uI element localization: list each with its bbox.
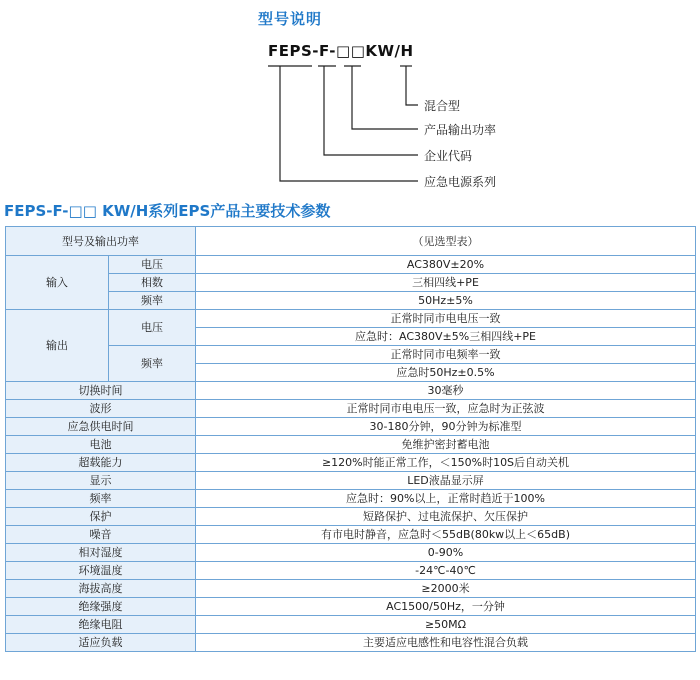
- param-value: 三相四线+PE: [196, 274, 696, 292]
- table-row: [6, 346, 696, 364]
- table-row: [6, 490, 696, 508]
- param-name: 频率: [109, 292, 196, 310]
- param-value: ≥2000米: [196, 580, 696, 598]
- param-value: 应急时：90%以上，正常时趋近于100%: [196, 490, 696, 508]
- param-name: 频率: [6, 490, 196, 508]
- param-value: 免维护密封蓄电池: [196, 436, 696, 454]
- param-value: AC1500/50Hz，一分钟: [196, 598, 696, 616]
- param-name: 相对湿度: [6, 544, 196, 562]
- section-title: 型号说明: [258, 10, 323, 28]
- param-value: 应急时：AC380V±5%三相四线+PE: [196, 328, 696, 346]
- table-row: [6, 508, 696, 526]
- table-row: [6, 436, 696, 454]
- input-group-label: 输入: [6, 256, 109, 310]
- table-row: [6, 292, 696, 310]
- param-name: 噪音: [6, 526, 196, 544]
- param-value: LED液晶显示屏: [196, 472, 696, 490]
- table-row: [6, 472, 696, 490]
- legend-item-hybrid: 混合型: [424, 99, 461, 113]
- table-title: FEPS-F-□□ KW/H系列EPS产品主要技术参数: [4, 202, 331, 220]
- header-label: 型号及输出功率: [6, 227, 196, 256]
- param-name: 电压: [109, 256, 196, 274]
- legend-item-company-code: 企业代码: [424, 149, 473, 163]
- legend-item-eps-series: 应急电源系列: [424, 175, 497, 189]
- model-code-diagram: [0, 0, 700, 200]
- param-name: 波形: [6, 400, 196, 418]
- model-code: FEPS-F-□□KW/H: [268, 42, 414, 60]
- param-value: 30-180分钟，90分钟为标准型: [196, 418, 696, 436]
- spec-table: [5, 226, 696, 652]
- table-row: [6, 454, 696, 472]
- table-row: [6, 562, 696, 580]
- param-value: 主要适应电感性和电容性混合负载: [196, 634, 696, 652]
- param-value: 应急时50Hz±0.5%: [196, 364, 696, 382]
- param-name: 绝缘强度: [6, 598, 196, 616]
- param-value: 30毫秒: [196, 382, 696, 400]
- param-value: 正常时同市电电压一致，应急时为正弦波: [196, 400, 696, 418]
- table-row: [6, 227, 696, 256]
- table-row: [6, 634, 696, 652]
- table-row: [6, 256, 696, 274]
- param-name: 频率: [109, 346, 196, 382]
- param-value: 正常时同市电电压一致: [196, 310, 696, 328]
- param-value: ≥50MΩ: [196, 616, 696, 634]
- param-value: AC380V±20%: [196, 256, 696, 274]
- table-row: [6, 598, 696, 616]
- param-name: 超载能力: [6, 454, 196, 472]
- param-name: 切换时间: [6, 382, 196, 400]
- table-row: [6, 616, 696, 634]
- legend-item-output-power: 产品输出功率: [424, 123, 497, 137]
- param-name: 海拔高度: [6, 580, 196, 598]
- param-name: 保护: [6, 508, 196, 526]
- param-value: ≥120%时能正常工作，＜150%时10S后自动关机: [196, 454, 696, 472]
- param-value: 正常时同市电频率一致: [196, 346, 696, 364]
- header-value: （见选型表）: [196, 227, 696, 256]
- param-name: 相数: [109, 274, 196, 292]
- param-value: 有市电时静音，应急时＜55dB(80kw以上＜65dB): [196, 526, 696, 544]
- table-row: [6, 310, 696, 328]
- param-value: -24℃-40℃: [196, 562, 696, 580]
- table-row: [6, 400, 696, 418]
- table-row: [6, 274, 696, 292]
- param-name: 电压: [109, 310, 196, 346]
- output-group-label: 输出: [6, 310, 109, 382]
- table-row: [6, 418, 696, 436]
- param-value: 短路保护、过电流保护、欠压保护: [196, 508, 696, 526]
- param-name: 电池: [6, 436, 196, 454]
- param-name: 绝缘电阻: [6, 616, 196, 634]
- param-value: 0-90%: [196, 544, 696, 562]
- param-name: 适应负载: [6, 634, 196, 652]
- param-value: 50Hz±5%: [196, 292, 696, 310]
- param-name: 应急供电时间: [6, 418, 196, 436]
- table-row: [6, 580, 696, 598]
- param-name: 环境温度: [6, 562, 196, 580]
- param-name: 显示: [6, 472, 196, 490]
- table-row: [6, 382, 696, 400]
- table-row: [6, 526, 696, 544]
- table-row: [6, 544, 696, 562]
